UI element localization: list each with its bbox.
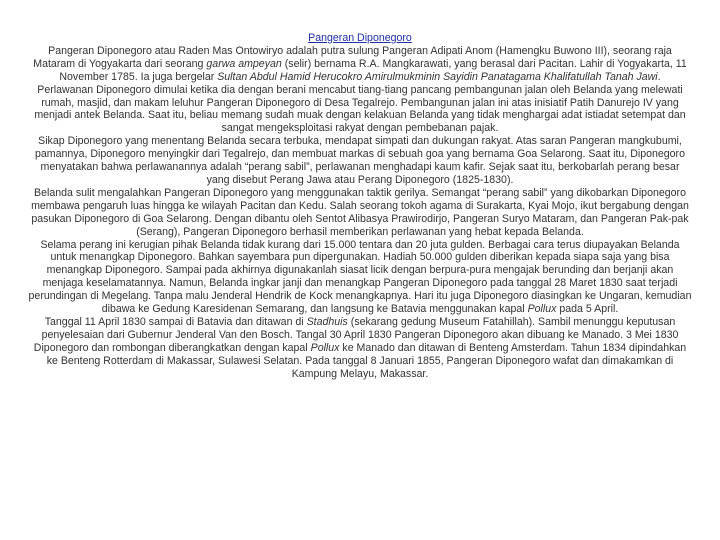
paragraph-6-ship-pollux: Pollux [310, 341, 340, 354]
document-page [28, 32, 692, 380]
paragraph-5 [28, 239, 692, 316]
paragraph-1-text-e: . [657, 70, 661, 83]
paragraph-5-ship-pollux: Pollux [527, 303, 557, 316]
paragraph-6-text-e: ke Manado dan ditawan di Benteng Amsterdam. Tahun 1834 dipindahkan ke Benteng Rotterdam di Makassar, Sulawesi Selatan. Pada tanggal 8 Januari 1855, Pangeran Diponegoro wafat dan dimakamkan di Kampung Melayu, Makassar. [46, 341, 687, 380]
paragraph-1 [28, 45, 692, 84]
page-title [28, 32, 692, 45]
paragraph-6-stadhuis: Stadhuis [306, 315, 348, 328]
paragraph-5-text-c: pada 5 April. [556, 303, 619, 316]
paragraph-1-text-a: Pangeran Diponegoro atau Raden Mas Ontowiryo adalah putra sulung Pangeran Adipati Anom (Hamengku Buwono III), seorang raja Mataram di Yogyakarta dari seorang [33, 44, 672, 70]
paragraph-2: Perlawanan Diponegoro dimulai ketika dia dengan berani mencabut tiang-tiang pancang pembangunan jalan oleh Belanda yang melewati rumah, masjid, dan makam leluhur Pangeran Diponegoro di Desa Tegalrejo. Pembangunan jalan ini atas inisiatif Patih Danurejo IV yang menjadi antek Belanda. Saat itu, beliau memang sudah muak dengan kelakuan Belanda yang tidak menghargai adat istiadat setempat dan sangat mengeksploitasi rakyat dengan pembebanan pajak. [34, 83, 686, 135]
title-link[interactable]: Pangeran Diponegoro [308, 32, 412, 44]
paragraph-6-text-a: Tanggal 11 April 1830 sampai di Batavia dan ditawan di [44, 315, 307, 328]
paragraph-6-text-c: (sekarang gedung Museum Fatahillah). Sambil menunggu keputusan penyelesaian dari Gubernur Jenderal Van den Bosch. Tangal 30 April 1830 Pangeran Diponegoro akan dibuang ke Manado. 3 Mei 1830 Diponegoro dan rombongan diberangkatkan dengan kapal [33, 315, 679, 354]
paragraph-5-text-a: Selama perang ini kerugian pihak Belanda tidak kurang dari 15.000 tentara dan 20 juta gulden. Berbagai cara terus diupayakan Belanda untuk menangkap Diponegoro. Bahkan sayembara pun dipergunakan. Hadiah 50.000 gulden diberikan kepada siapa saja yang bisa menangkap Diponegoro. Sampai pada akhirnya digunakanlah siasat licik dengan berpura-pura mengajak berunding dan berjanji akan menjaga keselamatannya. Namun, Belanda ingkar janji dan menangkap Pangeran Diponegoro pada tanggal 28 Maret 1830 saat terjadi perundingan di Megelang. Tanpa malu Jenderal Hendrik de Kock menangkapnya. Hari itu juga Diponegoro diasingkan ke Ungaran, kemudian dibawa ke Gedung Karesidenan Semarang, dan langsung ke Batavia menggunakan kapal [28, 238, 692, 316]
paragraph-1-text-c: (selir) bernama R.A. Mangkarawati, yang berasal dari Pacitan. Lahir di Yogyakarta, 11 November 1785. Ia juga bergelar [59, 57, 687, 83]
paragraph-6 [28, 316, 692, 381]
paragraph-3: Sikap Diponegoro yang menentang Belanda secara terbuka, mendapat simpati dan dukungan rakyat. Atas saran Pangeran mangkubumi, pamannya, Diponegoro menyingkir dari Tegalrejo, dan membuat markas di sebuah goa yang bernama Goa Selarong. Saat itu, Diponegoro menyatakan bahwa perlawanannya adalah “perang sabil”, perlawanan menghadapi kaum kafir. Sejak saat itu, berkobarlah perang besar yang disebut Perang Jawa atau Perang Diponegoro (1825-1830). [35, 135, 685, 186]
paragraph-1-title-gelar: Sultan Abdul Hamid Herucokro Amirulmukminin Sayidin Panatagama Khalifatullah Tanah Jawi [217, 70, 658, 83]
paragraph-4: Belanda sulit mengalahkan Pangeran Diponegoro yang menggunakan taktik gerilya. Semangat “perang sabil” yang dikobarkan Diponegoro membawa pengaruh luas hingga ke wilayah Pacitan dan Kedu. Salah seorang tokoh agama di Surakarta, Kyai Mojo, ikut bergabung dengan pasukan Diponegoro di Goa Selarong. Dengan dibantu oleh Sentot Alibasya Prawirodirjo, Pangeran Suryo Mataram, dan Pangeran Pak-pak (Serang), Pangeran Diponegoro berhasil memberikan perlawanan yang hebat kepada Belanda. [31, 186, 689, 238]
paragraph-1-term-garwa-ampeyan: garwa ampeyan [206, 57, 282, 70]
